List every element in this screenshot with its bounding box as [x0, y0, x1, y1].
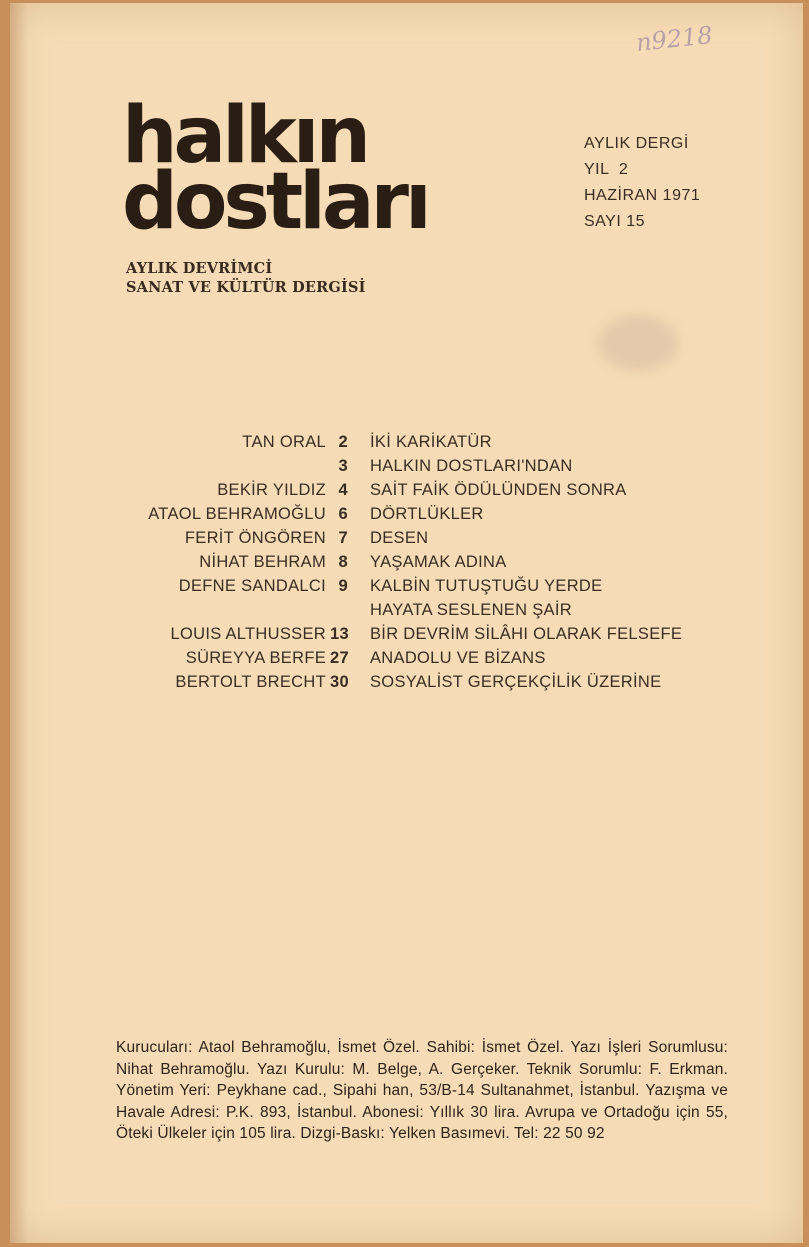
issue-year: YIL 2: [584, 161, 629, 178]
logo-line-2: dostları: [122, 157, 428, 247]
toc-row: [10, 481, 803, 505]
toc-author: ATAOL BEHRAMOĞLU: [148, 505, 326, 523]
toc-author: LOUIS ALTHUSSER: [170, 625, 326, 643]
toc-row: [10, 577, 803, 601]
toc-author: TAN ORAL: [242, 433, 326, 451]
toc-row: [10, 529, 803, 553]
toc-page-number: 30: [330, 673, 349, 691]
toc-page-number: 2: [338, 433, 348, 451]
subtitle-line-2: SANAT VE KÜLTÜR DERGİSİ: [126, 279, 366, 296]
toc-title: İKİ KARİKATÜR: [370, 433, 492, 451]
toc-author: FERİT ÖNGÖREN: [184, 529, 326, 547]
toc-title: SOSYALİST GERÇEKÇİLİK ÜZERİNE: [370, 673, 662, 691]
toc-row: [10, 625, 803, 649]
toc-title: ANADOLU VE BİZANS: [370, 649, 546, 667]
toc-page-number: 7: [338, 529, 348, 547]
toc-title: BİR DEVRİM SİLÂHI OLARAK FELSEFE: [370, 625, 683, 643]
toc-title: DÖRTLÜKLER: [370, 505, 484, 523]
toc-author: NİHAT BEHRAM: [199, 553, 326, 571]
toc-title: HAYATA SESLENEN ŞAİR: [370, 601, 572, 619]
toc-row: [10, 649, 803, 673]
toc-row: [10, 553, 803, 577]
toc-row: [10, 505, 803, 529]
toc-page-number: 13: [330, 625, 349, 643]
toc-row: [10, 601, 803, 625]
toc-author: DEFNE SANDALCI: [178, 577, 326, 595]
toc-page-number: 8: [338, 553, 348, 571]
toc-author: SÜREYYA BERFE: [185, 649, 326, 667]
toc-author: BEKİR YILDIZ: [217, 481, 326, 499]
magazine-subtitle: [126, 259, 366, 297]
magazine-logo: [122, 91, 428, 247]
magazine-cover-page: [10, 3, 803, 1243]
toc-row: [10, 673, 803, 697]
handwritten-stamp: n9218: [634, 21, 714, 57]
colophon: Kurucuları: Ataol Behramoğlu, İsmet Özel. Sahibi: İsmet Özel. Yazı İşleri Sorumlusu: Nihat Behramoğlu. Yazı Kurulu: M. Belge, A. Gerçeker. Teknik Sorumlu: F. Erkman. Yönetim Yeri: Peykhane cad., Sipahi han, 53/B-14 Sultanahmet, İstanbul. Yazışma ve Havale Adresi: P.K. 893, İstanbul. Abonesi: Yıllık 30 lira. Avrupa ve Ortadoğu için 55, Öteki Ülkeler için 105 lira. Dizgi-Baskı: Yelken Basımevi. Tel: 22 50 92: [116, 1039, 728, 1142]
toc-page-number: 3: [338, 457, 348, 475]
issue-date: HAZİRAN 1971: [584, 187, 701, 204]
paper-stain: [598, 315, 678, 371]
toc-title: SAİT FAİK ÖDÜLÜNDEN SONRA: [370, 481, 627, 499]
toc-title: DESEN: [370, 529, 429, 547]
toc-row: [10, 433, 803, 457]
toc-row: [10, 457, 803, 481]
subtitle-line-1: AYLIK DEVRİMCİ: [126, 260, 273, 277]
toc-author: BERTOLT BRECHT: [175, 673, 326, 691]
toc-page-number: 4: [338, 481, 348, 499]
issue-type: AYLIK DERGİ: [584, 135, 689, 152]
issue-info: [584, 131, 700, 235]
toc-title: KALBİN TUTUŞTUĞU YERDE: [370, 577, 603, 595]
table-of-contents: [10, 433, 803, 697]
issue-number: SAYI 15: [584, 213, 646, 230]
toc-page-number: 6: [338, 505, 348, 523]
toc-title: YAŞAMAK ADINA: [370, 553, 507, 571]
logo-line-1: halkın: [122, 91, 368, 181]
toc-page-number: 9: [338, 577, 348, 595]
toc-title: HALKIN DOSTLARI'NDAN: [370, 457, 573, 475]
toc-page-number: 27: [330, 649, 349, 667]
